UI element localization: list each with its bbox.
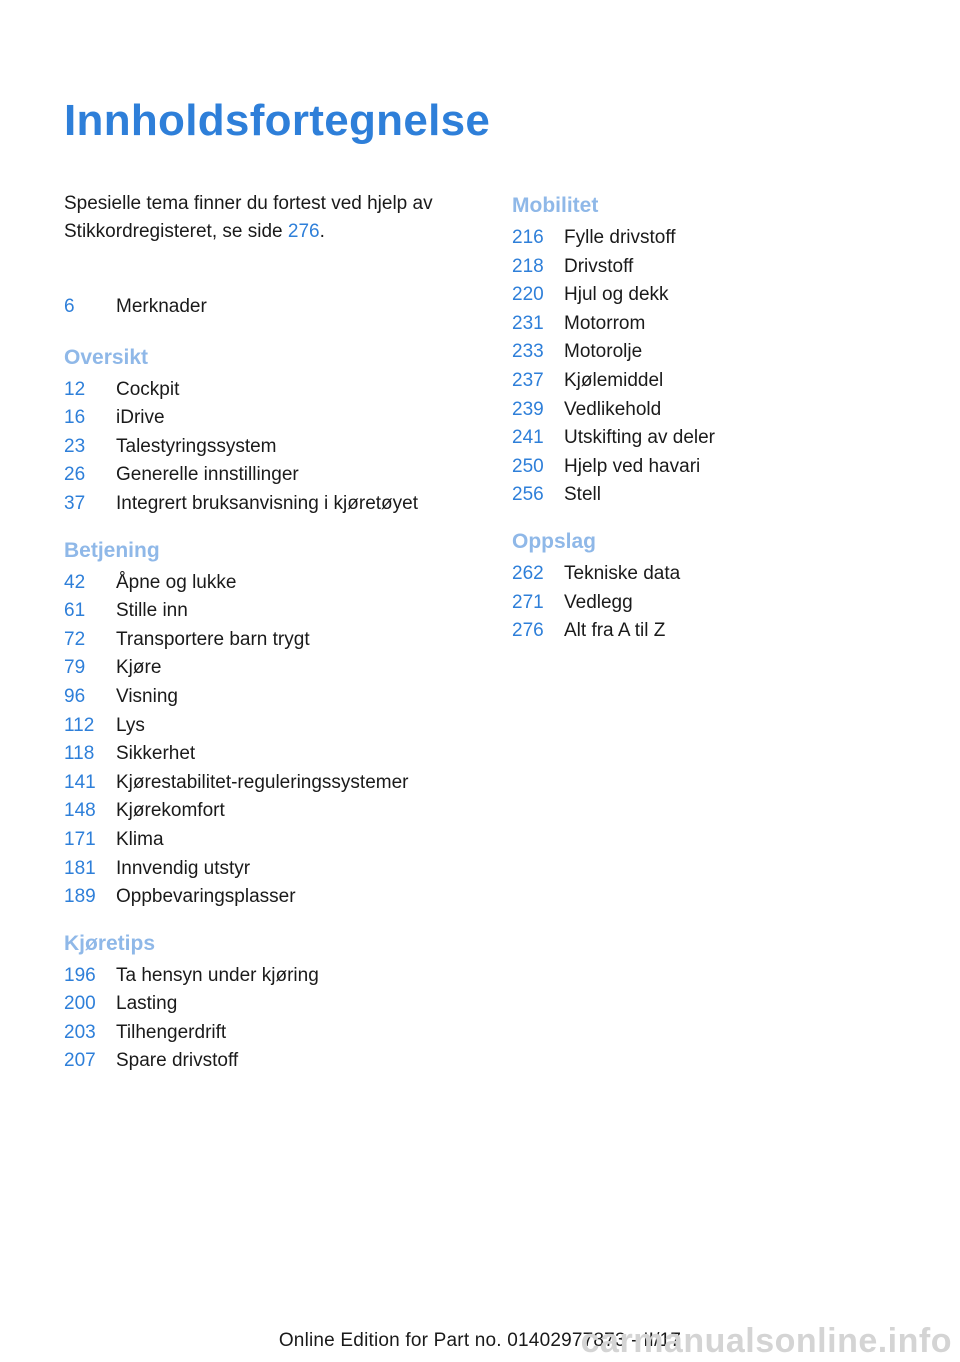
toc-page-number[interactable]: 72	[64, 628, 86, 650]
toc-entry-label[interactable]: Visning	[116, 685, 178, 707]
toc-page-number[interactable]: 231	[512, 312, 544, 334]
intro-text-end: .	[319, 221, 325, 242]
toc-entry[interactable]	[512, 253, 932, 282]
toc-entry[interactable]	[64, 461, 484, 490]
toc-entry-label[interactable]: Talestyringssystem	[116, 435, 277, 457]
toc-page-number[interactable]: 256	[512, 484, 544, 506]
toc-entry[interactable]	[64, 683, 484, 712]
toc-right-sections	[512, 188, 932, 646]
toc-entry[interactable]	[512, 396, 932, 425]
toc-page-number[interactable]: 96	[64, 685, 86, 707]
toc-entry[interactable]	[64, 797, 484, 826]
section-title: Oppslag	[512, 529, 597, 553]
toc-page-number[interactable]: 37	[64, 492, 86, 514]
toc-page-number[interactable]: 196	[64, 964, 96, 986]
toc-page-number[interactable]: 12	[64, 378, 86, 400]
toc-entry-label[interactable]: Sikkerhet	[116, 743, 196, 765]
toc-entry[interactable]	[64, 597, 484, 626]
toc-page-number[interactable]: 250	[512, 455, 544, 477]
toc-entry-label[interactable]: Hjul og dekk	[564, 284, 669, 306]
toc-entry[interactable]	[512, 481, 932, 510]
toc-page-number[interactable]: 112	[64, 714, 95, 736]
toc-entry-label[interactable]: Utskifting av deler	[564, 427, 716, 449]
toc-entry-label[interactable]: Drivstoff	[564, 255, 634, 277]
toc-left-sections	[64, 340, 484, 1076]
toc-entry[interactable]	[512, 310, 932, 339]
toc-page-number[interactable]: 216	[512, 227, 544, 248]
toc-entry-label[interactable]: iDrive	[116, 407, 165, 429]
toc-entry[interactable]	[64, 769, 484, 798]
toc-entry[interactable]	[64, 712, 484, 741]
toc-entry-label[interactable]: Transportere barn trygt	[116, 628, 310, 650]
toc-entry-label[interactable]: Stille inn	[116, 600, 188, 622]
toc-entry[interactable]	[64, 654, 484, 683]
toc-page-number[interactable]: 26	[64, 464, 86, 486]
toc-entry-label[interactable]: Ta hensyn under kjøring	[116, 964, 319, 986]
section-title: Kjøretips	[64, 931, 156, 955]
toc-entry-label[interactable]: Cockpit	[116, 378, 180, 400]
toc-page-number[interactable]: 118	[64, 743, 95, 765]
toc-page-number[interactable]: 79	[64, 657, 86, 679]
toc-entry[interactable]	[64, 376, 484, 405]
toc-entry-label[interactable]: Tilhengerdrift	[116, 1021, 227, 1043]
toc-entry[interactable]	[64, 1019, 484, 1048]
toc-entry-label[interactable]: Kjørekomfort	[116, 800, 225, 822]
toc-entry-label[interactable]: Kjøre	[116, 657, 162, 679]
toc-page-number[interactable]: 141	[64, 771, 96, 793]
toc-entry-label[interactable]: Kjørestabilitet-reguleringssystemer	[116, 771, 409, 793]
toc-entry[interactable]	[64, 433, 484, 462]
toc-entry-label[interactable]: Lasting	[116, 993, 178, 1015]
toc-page-number[interactable]: 61	[64, 600, 86, 622]
intro-text-body: Spesielle tema finner du fortest ved hjelp av Stikkordregisteret, se side	[64, 193, 433, 242]
toc-entry[interactable]	[64, 740, 484, 769]
toc-entry-label[interactable]: Spare drivstoff	[116, 1050, 239, 1072]
toc-entry-label[interactable]: Tekniske data	[564, 562, 681, 584]
toc-right-column	[512, 188, 932, 646]
toc-left-column	[64, 293, 484, 1076]
toc-page-number[interactable]: 148	[64, 800, 96, 822]
toc-entry[interactable]	[64, 962, 484, 991]
toc-page-number[interactable]: 16	[64, 407, 86, 429]
toc-page-number[interactable]: 200	[64, 993, 96, 1015]
toc-entry-label[interactable]: Integrert bruksanvisning i kjøretøyet	[116, 492, 419, 514]
intro-text	[64, 190, 484, 246]
toc-page-number[interactable]: 241	[512, 427, 544, 449]
toc-entry-label[interactable]: Stell	[564, 484, 601, 506]
toc-entry[interactable]	[512, 560, 932, 589]
toc-page-number[interactable]: 171	[64, 828, 96, 850]
toc-page-number[interactable]: 42	[64, 571, 86, 593]
toc-entry-label[interactable]: Innvendig utstyr	[116, 857, 251, 879]
page-title: Innholdsfortegnelse	[64, 96, 491, 145]
toc-page-number[interactable]: 23	[64, 435, 86, 457]
toc-entry[interactable]	[512, 617, 932, 646]
toc-entry-label[interactable]: Fylle drivstoff	[564, 227, 676, 248]
toc-entry[interactable]	[512, 281, 932, 310]
toc-page-number[interactable]: 207	[64, 1050, 96, 1072]
section-title: Oversikt	[64, 345, 149, 369]
toc-page-number[interactable]: 271	[512, 591, 544, 613]
toc-page-number[interactable]: 218	[512, 255, 544, 277]
toc-entry-label[interactable]: Åpne og lukke	[116, 571, 237, 593]
watermark: carmanualsonline.info	[580, 1322, 952, 1360]
toc-page-number[interactable]: 203	[64, 1021, 96, 1043]
toc-entry[interactable]	[512, 453, 932, 482]
toc-entry-label[interactable]: Vedlegg	[564, 591, 633, 613]
index-page-link[interactable]: 276	[287, 221, 320, 242]
toc-entry[interactable]	[512, 338, 932, 367]
toc-entry[interactable]	[64, 569, 484, 598]
toc-entry[interactable]	[512, 589, 932, 618]
footer-edition-text: Online Edition for Part no. 01402977873 - II/17	[278, 1330, 682, 1351]
toc-entry-label[interactable]: Kjølemiddel	[564, 369, 664, 391]
toc-page-number[interactable]: 181	[64, 857, 96, 879]
toc-entry-label[interactable]: Oppbevaringsplasser	[116, 886, 296, 908]
toc-entry[interactable]	[64, 990, 484, 1019]
section-title: Betjening	[64, 538, 160, 562]
toc-entry[interactable]	[512, 224, 932, 253]
toc-entry-label[interactable]: Vedlikehold	[564, 398, 662, 420]
toc-page-number[interactable]: 6	[64, 296, 75, 317]
section-title: Mobilitet	[512, 194, 599, 217]
toc-entry-label[interactable]: Alt fra A til Z	[564, 620, 666, 642]
toc-entry[interactable]	[512, 367, 932, 396]
toc-page-number[interactable]: 220	[512, 284, 544, 306]
toc-entry[interactable]	[64, 626, 484, 655]
toc-page-number[interactable]: 237	[512, 369, 544, 391]
toc-entry[interactable]	[64, 855, 484, 884]
toc-entry-label[interactable]: Merknader	[116, 296, 207, 317]
toc-entry-label[interactable]: Motorrom	[564, 312, 646, 334]
toc-entry[interactable]	[64, 826, 484, 855]
toc-entry-label[interactable]: Klima	[116, 828, 164, 850]
toc-entry[interactable]	[64, 490, 484, 519]
toc-entry[interactable]	[64, 293, 484, 322]
toc-entry-label[interactable]: Lys	[116, 714, 145, 736]
toc-page-number[interactable]: 233	[512, 341, 544, 363]
toc-entry[interactable]	[512, 424, 932, 453]
toc-page-number[interactable]: 189	[64, 886, 96, 908]
toc-page-number[interactable]: 239	[512, 398, 544, 420]
toc-entry-label[interactable]: Generelle innstillinger	[116, 464, 299, 486]
toc-entry[interactable]	[64, 1047, 484, 1076]
toc-entry[interactable]	[64, 883, 484, 912]
toc-entry[interactable]	[64, 404, 484, 433]
toc-entry-label[interactable]: Motorolje	[564, 341, 643, 363]
toc-page-number[interactable]: 262	[512, 562, 544, 584]
toc-entry-label[interactable]: Hjelp ved havari	[564, 455, 701, 477]
toc-page-number[interactable]: 276	[512, 620, 544, 642]
